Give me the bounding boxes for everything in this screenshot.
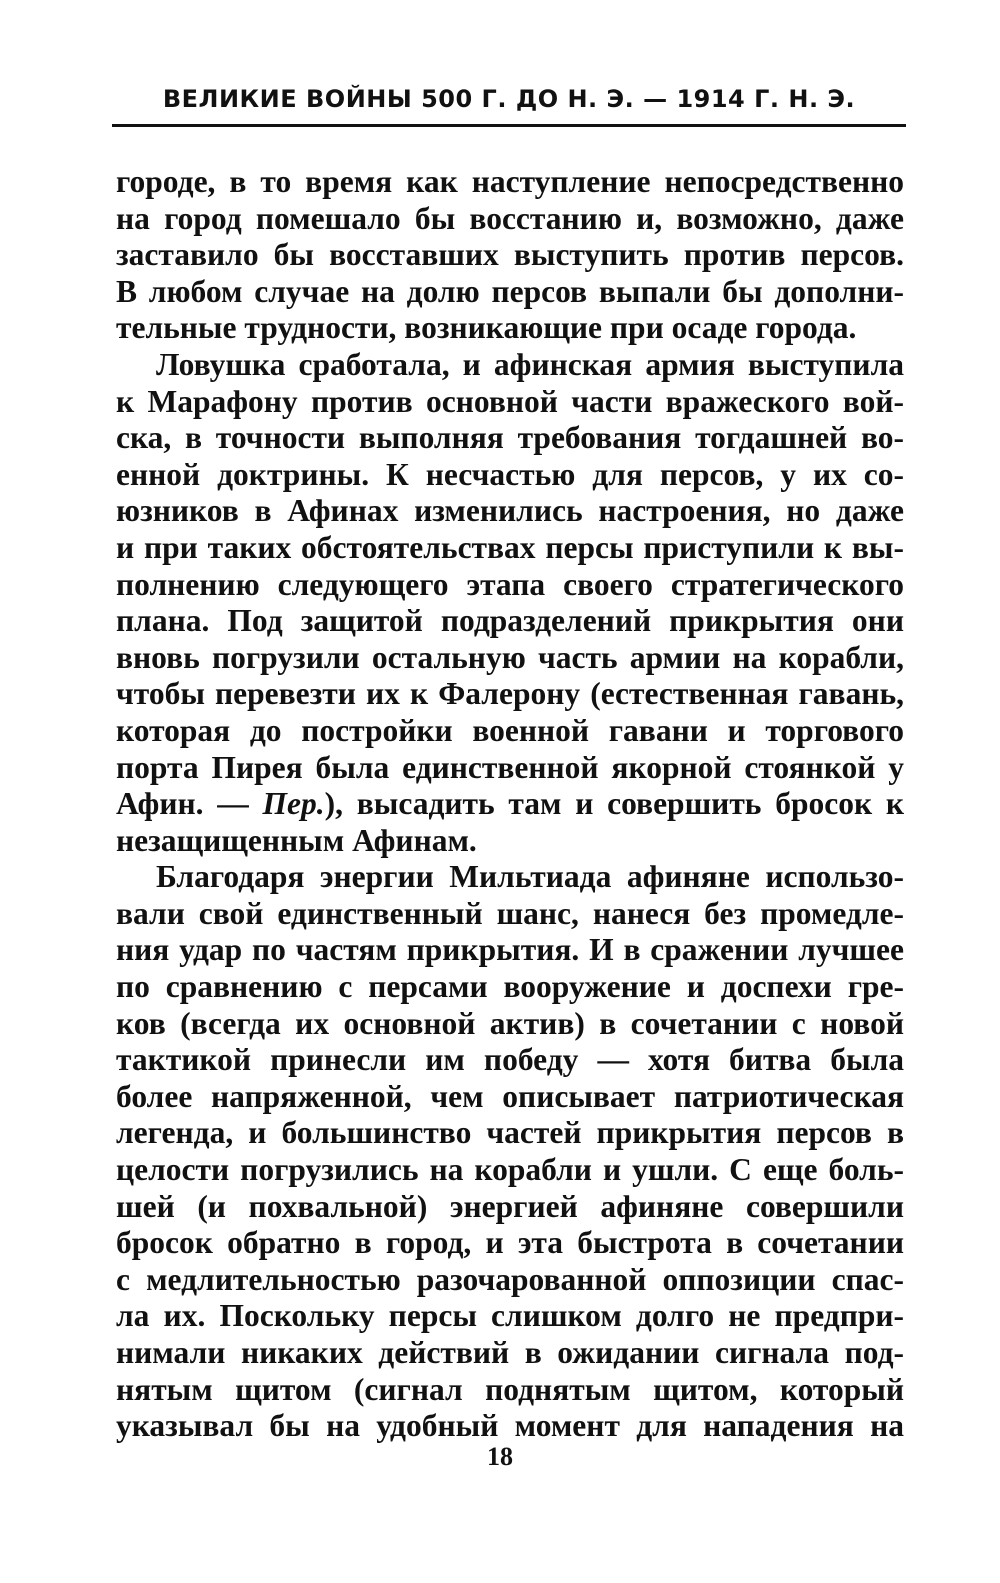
text-line: Благодаря энергии Мильтиада афиняне использо- (156, 859, 904, 895)
text-line: плана. Под защитой подразделений прикрытия они (116, 603, 904, 639)
line-text-after-note: ), высадить там и совершить бросок к (324, 786, 904, 822)
text-line: Ловушка сработала, и афинская армия выступила (156, 346, 904, 382)
text-line: на город помешало бы восстанию и, возможно, даже (116, 200, 904, 236)
text-line: чтобы перевезти их к Фалерону (естественная гавань, (116, 676, 904, 712)
text-line: нимали никаких действий в ожидании сигнала под- (116, 1335, 904, 1370)
text-line: указывал бы на удобный момент для нападения на (116, 1408, 904, 1444)
text-line: енной доктрины. К несчастью для персов, у их со- (116, 456, 904, 492)
text-line: более напряженной, чем описывает патриотическая (116, 1078, 904, 1114)
text-line: ния удар по частям прикрытия. И в сражении лучшее (116, 932, 904, 968)
text-line: городе, в то время как наступление непосредственно (116, 164, 904, 199)
text-line: тельные трудности, возникающие при осаде города. (116, 310, 857, 346)
paragraph-3 (116, 859, 904, 1445)
paragraph-2 (116, 347, 904, 859)
text-line: с медлительностью разочарованной оппозиции спас- (116, 1261, 904, 1297)
text-line: шей (и похвальной) энергией афиняне совершили (116, 1188, 904, 1224)
text-line: незащищенным Афинам. (116, 822, 477, 858)
text-line: полнению следующего этапа своего стратегического (116, 566, 904, 602)
text-line: и при таких обстоятельствах персы приступили к вы- (116, 529, 904, 565)
text-line: заставило бы восставших выступить против персов. (116, 237, 904, 273)
header-rule (112, 124, 906, 127)
text-line: ска, в точности выполняя требования тогдашней во- (116, 420, 904, 456)
paragraph-1 (116, 164, 904, 347)
text-line: ков (всегда их основной актив) в сочетании с новой (116, 1005, 904, 1041)
text-line: вали свой единственный шанс, нанеся без промедле- (116, 895, 904, 931)
text-line: нятым щитом (сигнал поднятым щитом, который (116, 1371, 904, 1407)
text-line: легенда, и большинство частей прикрытия персов в (116, 1115, 904, 1151)
text-line: В любом случае на долю персов выпали бы дополни- (116, 273, 904, 309)
text-line: по сравнению с персами вооружение и доспехи гре- (116, 969, 904, 1005)
line-text-before-note: Афин. — (116, 786, 263, 822)
text-line-with-note (116, 786, 904, 823)
text-line: вновь погрузили остальную часть армии на корабли, (116, 639, 904, 675)
text-line: целости погрузились на корабли и ушли. С еще боль- (116, 1152, 904, 1188)
text-line: тактикой принесли им победу — хотя битва была (116, 1042, 904, 1078)
text-line: порта Пирея была единственной якорной стоянкой у (116, 749, 904, 785)
text-line: ла их. Поскольку персы слишком долго не предпри- (116, 1298, 904, 1334)
text-line: которая до постройки военной гавани и торгового (116, 712, 904, 748)
translator-note: Пер. (262, 786, 325, 822)
running-title: ВЕЛИКИЕ ВОЙНЫ 500 Г. ДО Н. Э. — 1914 Г. Н. Э. (162, 85, 856, 113)
text-line: к Марафону против основной части вражеского вой- (116, 383, 904, 419)
text-line: юзников в Афинах изменились настроения, но даже (116, 493, 904, 529)
page-body (116, 164, 904, 1445)
page-number: 18 (487, 1442, 513, 1471)
text-line: бросок обратно в город, и эта быстрота в сочетании (116, 1225, 904, 1261)
